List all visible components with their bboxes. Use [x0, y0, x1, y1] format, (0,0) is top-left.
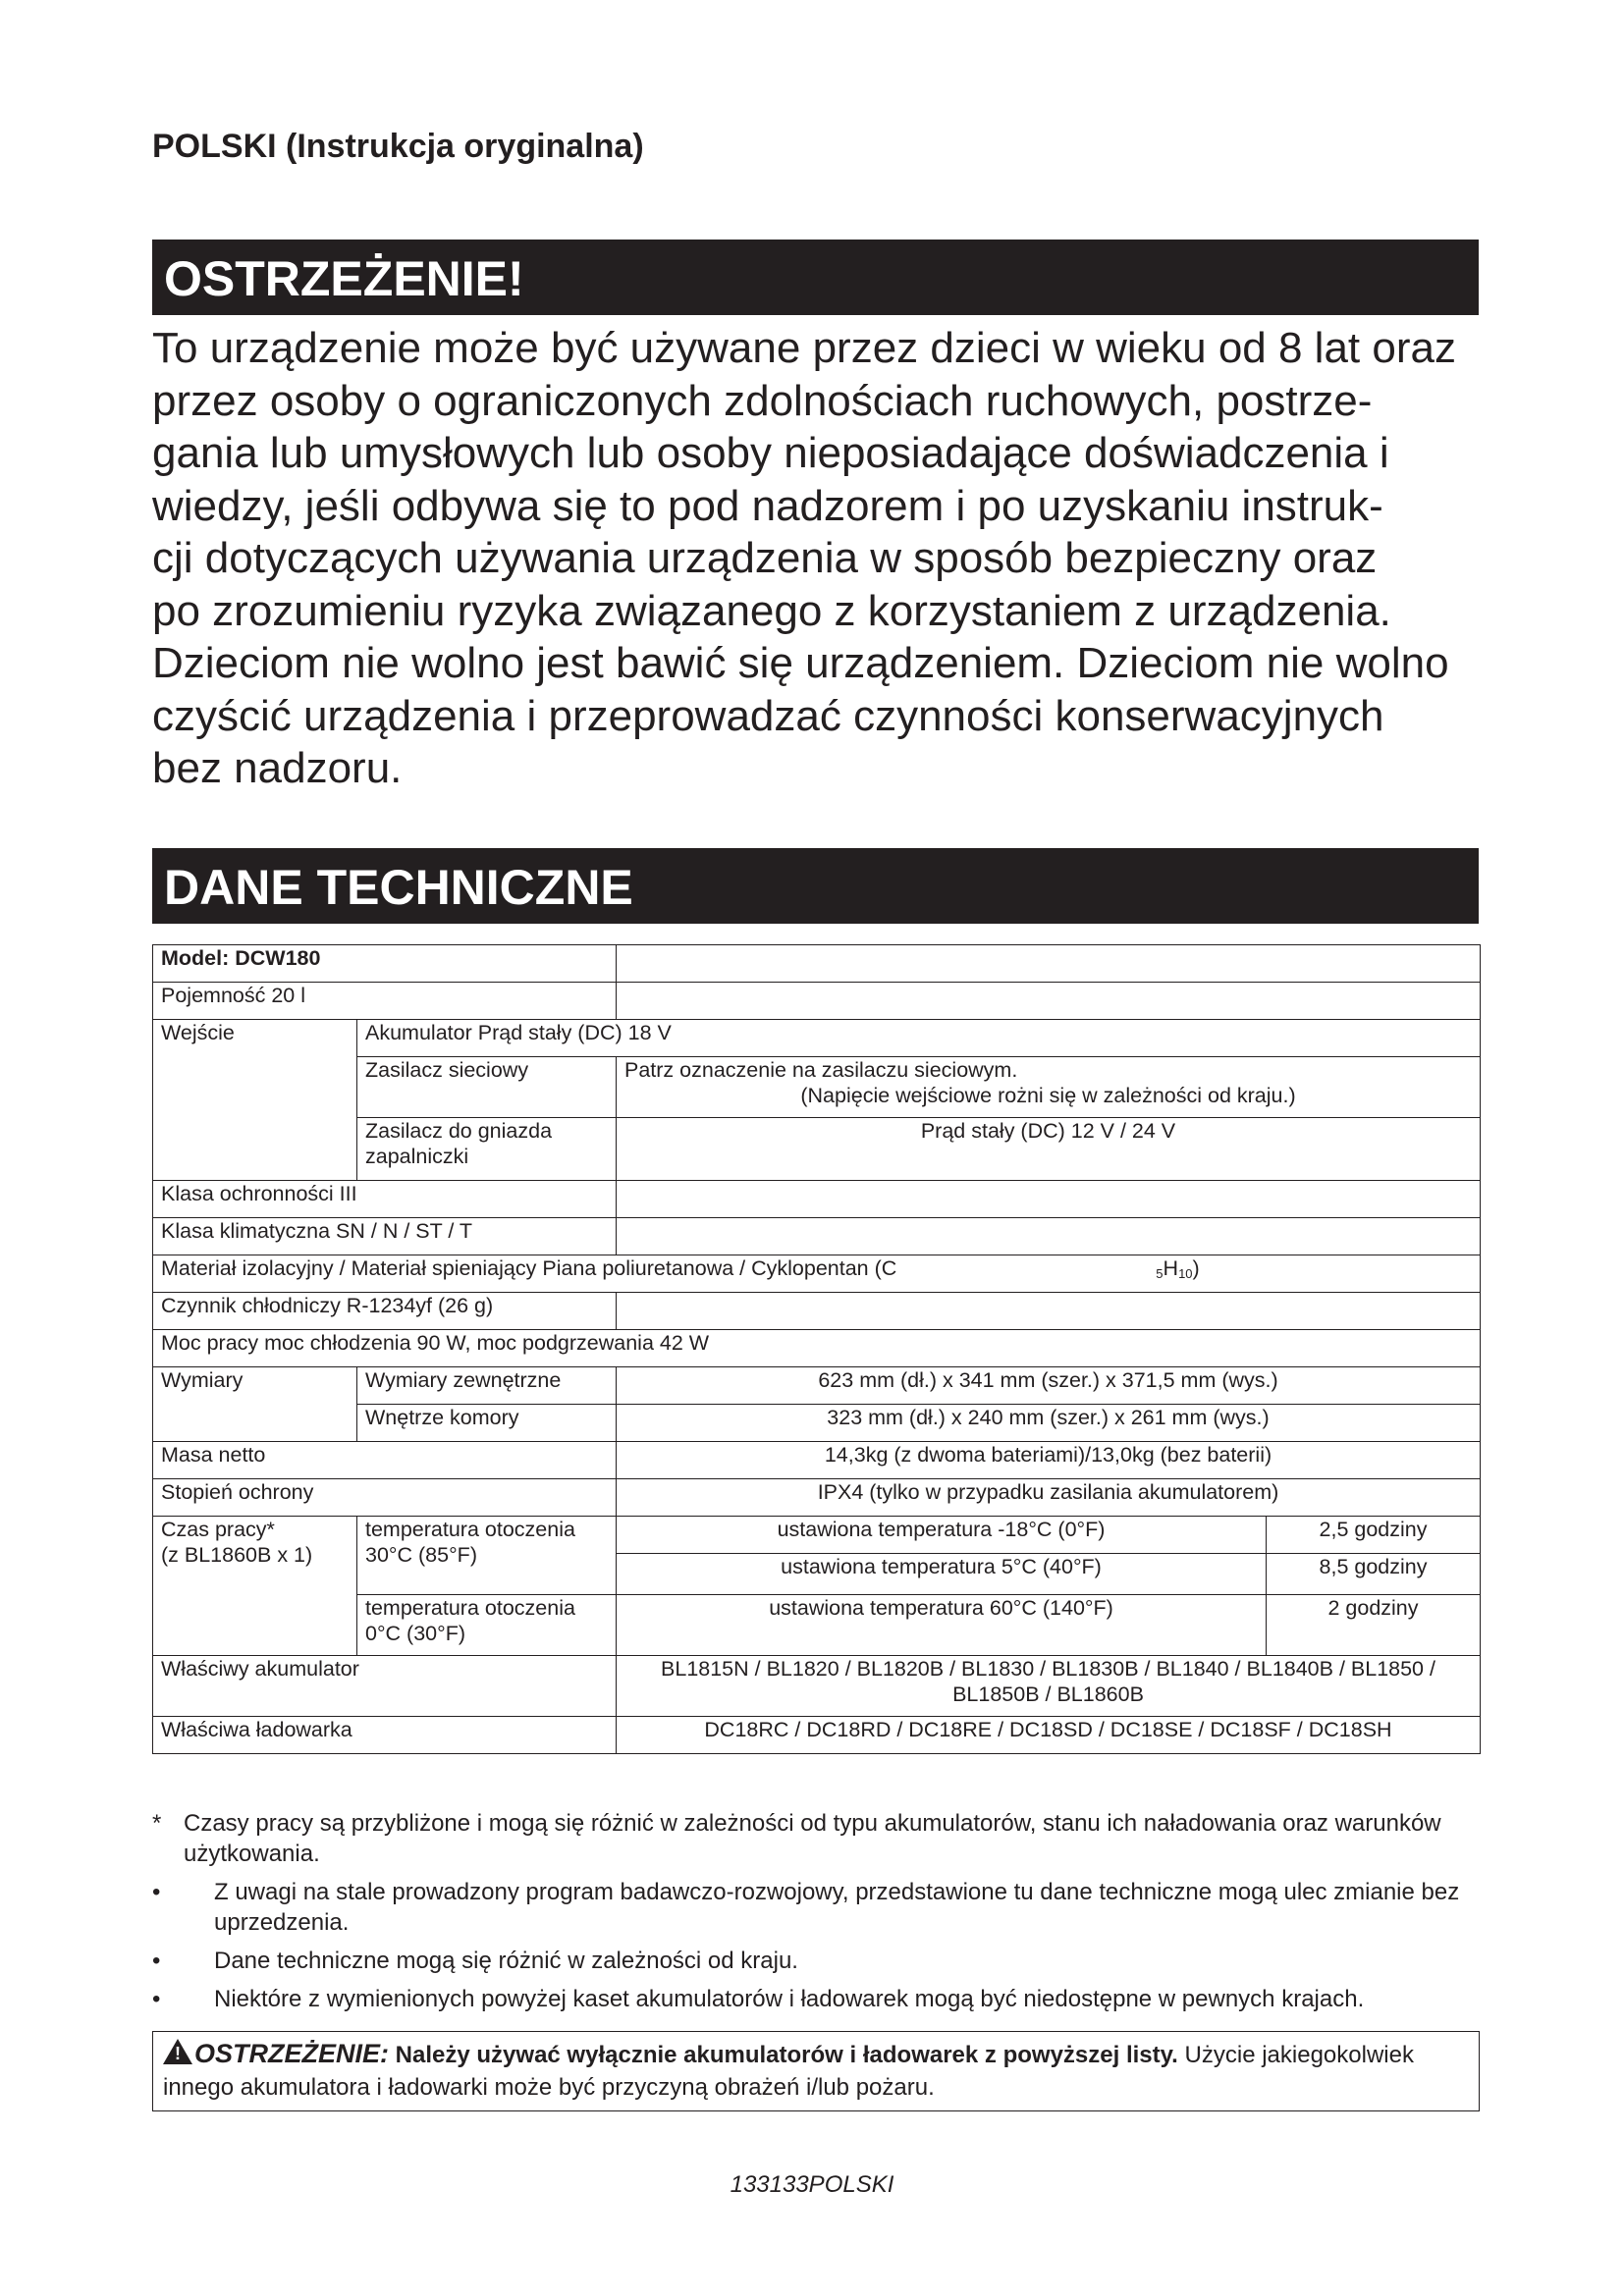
- table-row: [153, 1218, 1481, 1255]
- table-row: [153, 983, 1481, 1020]
- refrigerant-cell: Czynnik chłodniczy R-1234yf (26 g): [153, 1293, 617, 1330]
- warning-banner: OSTRZEŻENIE!: [152, 240, 1479, 315]
- dimensions-external-label: Wymiary zewnętrzne: [357, 1367, 617, 1405]
- set-temp-minus18: ustawiona temperatura -18°C (0°F): [617, 1517, 1267, 1554]
- caution-bold-text: Należy używać wyłącznie akumulatorów i ładowarek z powyższej listy.: [389, 2042, 1178, 2068]
- table-row: [153, 1255, 1481, 1293]
- dimensions-internal-label: Wnętrze komory: [357, 1405, 617, 1442]
- caution-box: [152, 2031, 1480, 2111]
- caution-label: OSTRZEŻENIE:: [194, 2039, 390, 2068]
- table-row: [153, 1442, 1481, 1479]
- climate-class-cell: Klasa klimatyczna SN / N / ST / T: [153, 1218, 617, 1255]
- spec-notes: [152, 1808, 1488, 2022]
- table-row: [153, 1293, 1481, 1330]
- specifications-table: [152, 944, 1481, 1754]
- table-row: [153, 1181, 1481, 1218]
- warning-line: Dzieciom nie wolno jest bawić się urządzeniem. Dzieciom nie wolno: [152, 639, 1449, 687]
- ip-label: Stopień ochrony: [153, 1479, 617, 1517]
- warning-line: przez osoby o ograniczonych zdolnościach ruchowych, postrze-: [152, 376, 1373, 425]
- table-row: [153, 1656, 1481, 1717]
- table-row: [153, 1517, 1481, 1554]
- set-temp-5: ustawiona temperatura 5°C (40°F): [617, 1554, 1267, 1595]
- battery-list-label: Właściwy akumulator: [153, 1656, 617, 1717]
- runtime-hours: 8,5 godziny: [1267, 1554, 1481, 1595]
- warning-line: czyścić urządzenia i przeprowadzać czynności konserwacyjnych: [152, 691, 1384, 740]
- battery-row: [357, 1020, 1481, 1057]
- warning-line: po zrozumieniu ryzyka związanego z korzystaniem z urządzenia.: [152, 586, 1391, 635]
- battery-list-value: BL1815N / BL1820 / BL1820B / BL1830 / BL1830B / BL1840 / BL1840B / BL1850 / BL1850B / BL1860B: [617, 1656, 1481, 1717]
- dimensions-external-value: 623 mm (dł.) x 341 mm (szer.) x 371,5 mm (wys.): [617, 1367, 1481, 1405]
- note-item: • Z uwagi na stale prowadzony program badawczo-rozwojowy, przedstawione tu dane techniczne mogą ulec zmianie bez uprzedzenia.: [152, 1879, 1460, 1936]
- warning-line: To urządzenie może być używane przez dzieci w wieku od 8 lat oraz: [152, 324, 1456, 372]
- table-row: [153, 1717, 1481, 1754]
- ac-label: Zasilacz sieciowy: [357, 1057, 617, 1118]
- battery-value: Prąd stały (DC) 18 V: [477, 1021, 672, 1044]
- car-adapter-label: Zasilacz do gniazda zapalniczki: [357, 1118, 617, 1181]
- note-item: • Niektóre z wymienionych powyżej kaset akumulatorów i ładowarek mogą być niedostępne w pewnych krajach.: [152, 1986, 1365, 2012]
- footnote: * Czasy pracy są przybliżone i mogą się różnić w zależności od typu akumulatorów, stanu ich naładowania oraz warunków użytkowania.: [152, 1810, 1441, 1867]
- specs-banner: DANE TECHNICZNE: [152, 848, 1479, 924]
- table-row: [153, 945, 1481, 983]
- charger-label: Właściwa ładowarka: [153, 1717, 617, 1754]
- table-row: [153, 1367, 1481, 1405]
- warning-line: wiedzy, jeśli odbywa się to pod nadzorem i po uzyskaniu instruk-: [152, 481, 1383, 530]
- note-item: • Dane techniczne mogą się różnić w zależności od kraju.: [152, 1948, 798, 1974]
- charger-value: DC18RC / DC18RD / DC18RE / DC18SD / DC18SE / DC18SF / DC18SH: [617, 1717, 1481, 1754]
- set-temp-60: ustawiona temperatura 60°C (140°F): [617, 1595, 1267, 1656]
- protection-class-cell: Klasa ochronności III: [153, 1181, 617, 1218]
- insulation-row: Materiał izolacyjny / Materiał spieniający Piana poliuretanowa / Cyklopentan (C $_5H_{10}$): [153, 1255, 1481, 1293]
- runtime-label: Czas pracy* (z BL1860B x 1): [153, 1517, 357, 1656]
- ambient-30-label: temperatura otoczenia 30°C (85°F): [357, 1517, 617, 1595]
- dimensions-label: Wymiary: [153, 1367, 357, 1442]
- dimensions-internal-value: 323 mm (dł.) x 240 mm (szer.) x 261 mm (wys.): [617, 1405, 1481, 1442]
- ac-value: Patrz oznaczenie na zasilaczu sieciowym. (Napięcie wejściowe rożni się w zależności od kraju.): [617, 1057, 1481, 1118]
- warning-triangle-icon: !: [163, 2039, 192, 2064]
- warning-text: [152, 322, 1488, 795]
- model-cell: Model: DCW180: [153, 945, 617, 983]
- input-label: Wejście: [153, 1020, 357, 1181]
- car-adapter-value: Prąd stały (DC) 12 V / 24 V: [617, 1118, 1481, 1181]
- battery-label: Akumulator: [365, 1021, 472, 1044]
- language-title: POLSKI (Instrukcja oryginalna): [152, 128, 644, 165]
- table-row: [153, 1020, 1481, 1057]
- capacity-cell: Pojemność 20 l: [153, 983, 617, 1020]
- caution-text: Użycie jakiegokolwiek innego akumulatora i ładowarki może być przyczyną obrażeń i/lub pożaru.: [163, 2042, 1414, 2101]
- warning-line: cji dotyczących używania urządzenia w sposób bezpieczny oraz: [152, 534, 1378, 582]
- warning-line: bez nadzoru.: [152, 744, 403, 792]
- mass-value: 14,3kg (z dwoma bateriami)/13,0kg (bez baterii): [617, 1442, 1481, 1479]
- power-cell: Moc pracy moc chłodzenia 90 W, moc podgrzewania 42 W: [153, 1330, 1481, 1367]
- runtime-hours: 2,5 godziny: [1267, 1517, 1481, 1554]
- ip-value: IPX4 (tylko w przypadku zasilania akumulatorem): [617, 1479, 1481, 1517]
- warning-line: gania lub umysłowych lub osoby nieposiadające doświadczenia i: [152, 429, 1389, 477]
- page-code: 133133POLSKI: [730, 2171, 894, 2198]
- table-row: [153, 1479, 1481, 1517]
- ambient-0-label: temperatura otoczenia 0°C (30°F): [357, 1595, 617, 1656]
- runtime-hours: 2 godziny: [1267, 1595, 1481, 1656]
- mass-label: Masa netto: [153, 1442, 617, 1479]
- table-row: [153, 1330, 1481, 1367]
